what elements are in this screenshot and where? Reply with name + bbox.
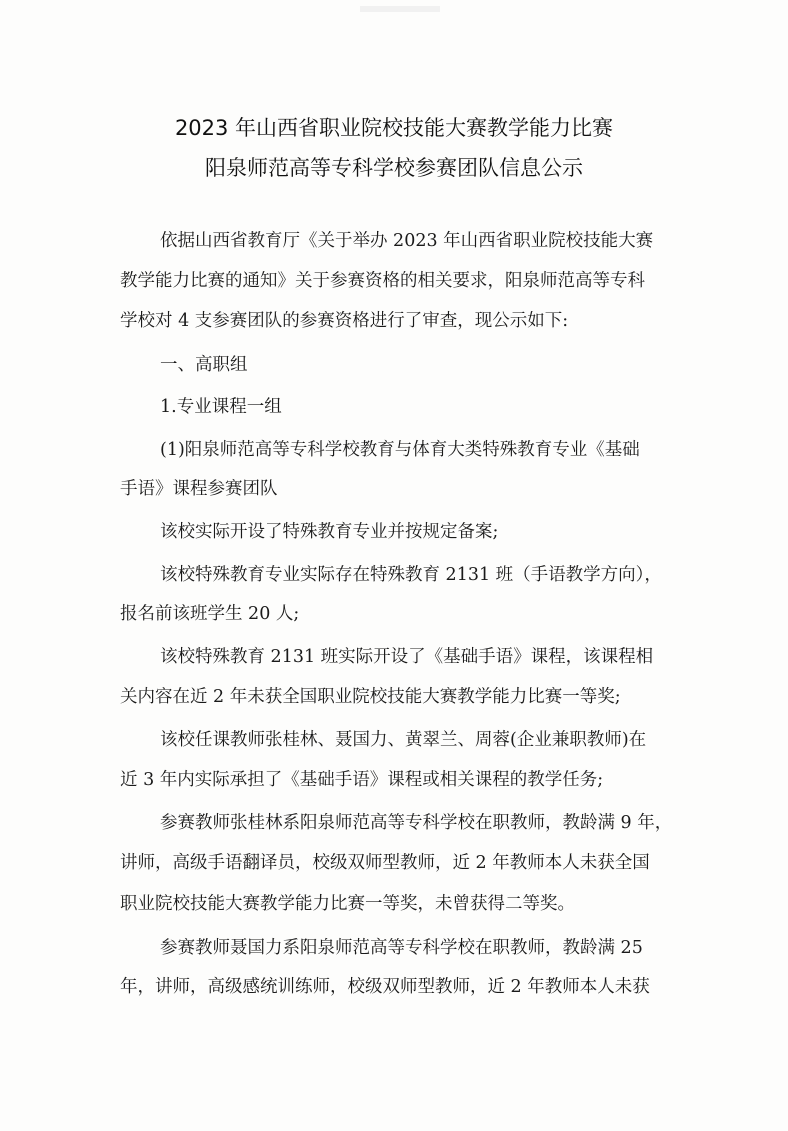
- body-line: (1)阳泉师范高等专科学校教育与体育大类特殊教育专业《基础: [160, 440, 640, 460]
- body-line: 职业院校技能大赛教学能力比赛一等奖，未曾获得二等奖。: [120, 894, 575, 914]
- body-line: 教学能力比赛的通知》关于参赛资格的相关要求，阳泉师范高等专科: [120, 271, 645, 291]
- body-line: 依据山西省教育厅《关于举办 2023 年山西省职业院校技能大赛: [160, 231, 654, 251]
- section-heading: 一、高职组: [160, 355, 248, 375]
- document-title-line-1: 2023 年山西省职业院校技能大赛教学能力比赛: [174, 116, 614, 140]
- body-line: 该校特殊教育 2131 班实际开设了《基础手语》课程，该课程相: [160, 647, 654, 667]
- document-title-line-2: 阳泉师范高等专科学校参赛团队信息公示: [205, 156, 583, 180]
- scan-artifact: [360, 6, 440, 12]
- body-line: 年，讲师，高级感统训练师，校级双师型教师，近 2 年教师本人未获: [120, 977, 650, 997]
- body-line: 该校任课教师张桂林、聂国力、黄翠兰、周蓉(企业兼职教师)在: [160, 730, 647, 750]
- body-line: 参赛教师张桂林系阳泉师范高等专科学校在职教师，教龄满 9 年，: [160, 813, 673, 833]
- body-line: 近 3 年内实际承担了《基础手语》课程或相关课程的教学任务;: [120, 770, 604, 790]
- body-line: 该校实际开设了特殊教育专业并按规定备案;: [160, 522, 499, 542]
- body-line: 讲师，高级手语翻译员，校级双师型教师，近 2 年教师本人未获全国: [120, 853, 650, 873]
- body-line: 学校对 4 支参赛团队的参赛资格进行了审查，现公示如下:: [120, 311, 569, 331]
- body-line: 报名前该班学生 20 人;: [120, 604, 300, 624]
- body-line: 手语》课程参赛团队: [120, 479, 278, 499]
- body-line: 该校特殊教育专业实际存在特殊教育 2131 班（手语教学方向），: [160, 565, 662, 585]
- body-line: 参赛教师聂国力系阳泉师范高等专科学校在职教师，教龄满 25: [160, 938, 643, 958]
- body-line: 关内容在近 2 年未获全国职业院校技能大赛教学能力比赛一等奖;: [120, 687, 621, 707]
- subsection-heading: 1.专业课程一组: [160, 397, 282, 417]
